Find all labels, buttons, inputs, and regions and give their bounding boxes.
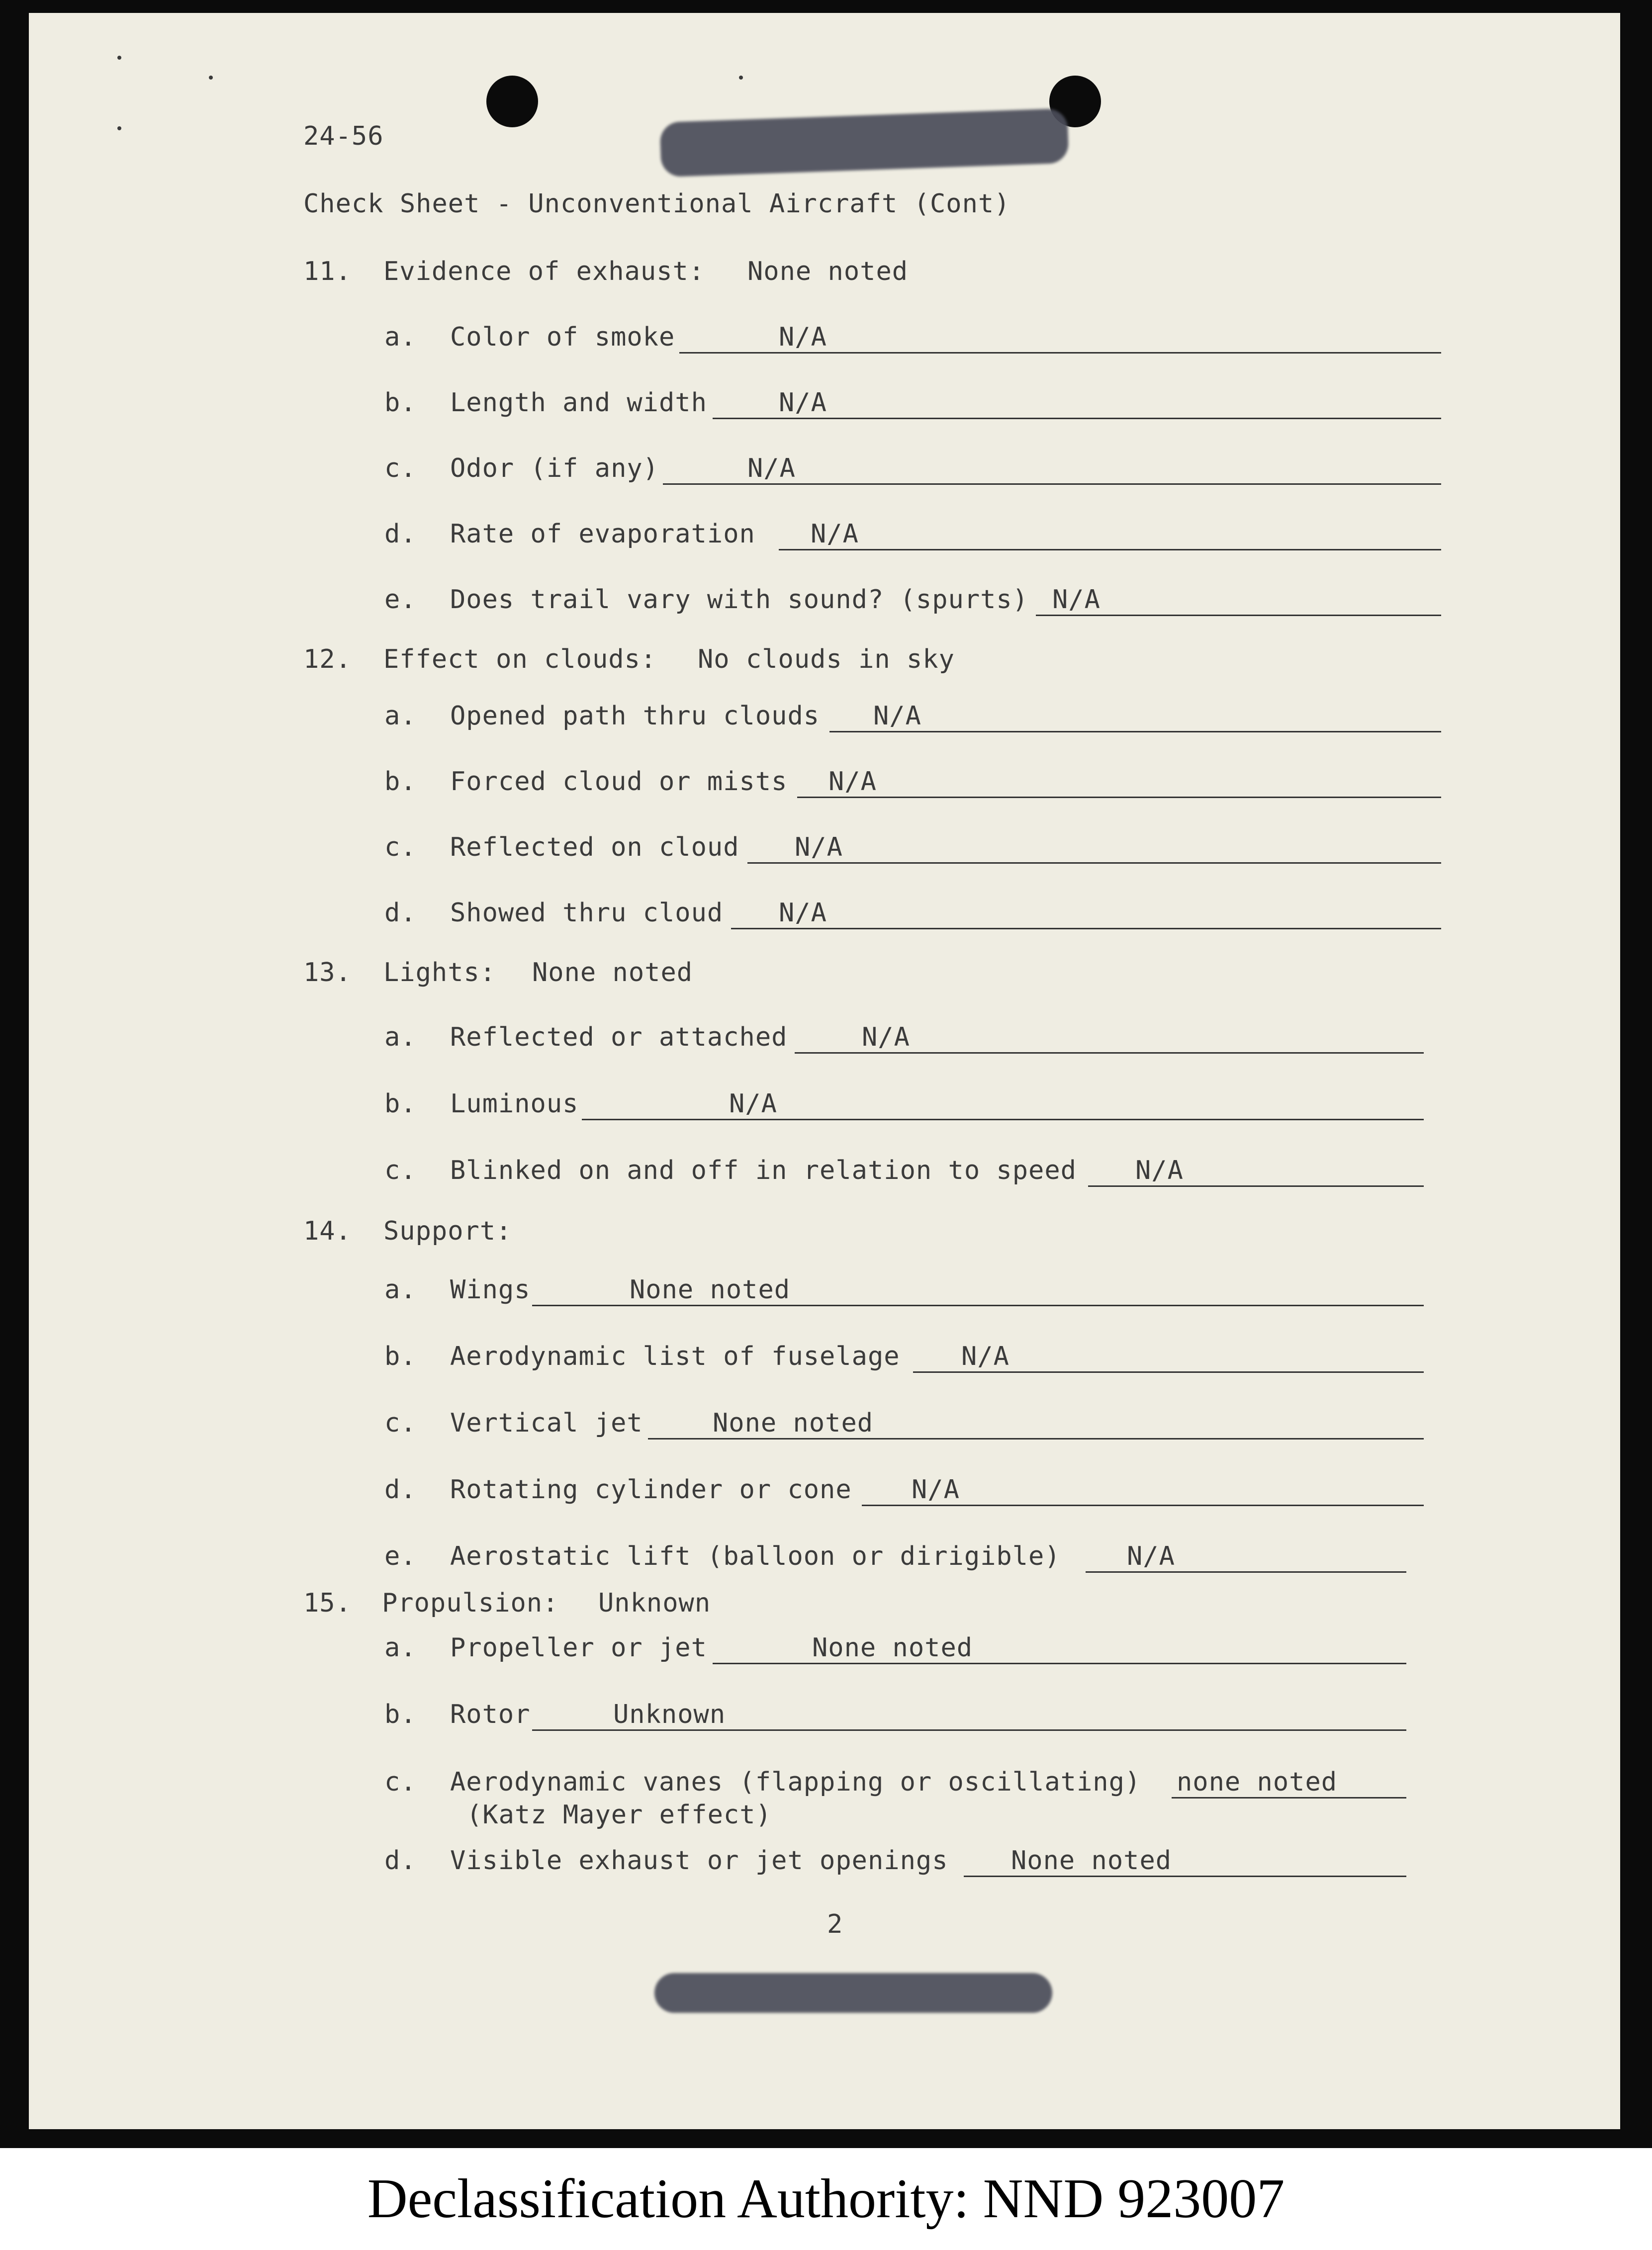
section-12-label: Effect on clouds: xyxy=(383,644,657,674)
page-number: 2 xyxy=(827,1909,843,1939)
item-14c-label: Vertical jet xyxy=(450,1408,643,1438)
item-11b-line xyxy=(713,418,1441,419)
speck xyxy=(117,126,121,130)
item-14a-value: None noted xyxy=(630,1275,791,1305)
item-11c-letter: c. xyxy=(384,453,417,483)
item-13b-label: Luminous xyxy=(450,1089,579,1119)
item-15c-letter: c. xyxy=(384,1767,417,1797)
item-15d-letter: d. xyxy=(384,1846,417,1876)
item-11d-letter: d. xyxy=(384,519,417,549)
item-15c-note: (Katz Mayer effect) xyxy=(466,1800,772,1830)
section-11-label: Evidence of exhaust: xyxy=(383,257,705,286)
item-14b-letter: b. xyxy=(384,1342,417,1371)
item-14a-line xyxy=(532,1305,1424,1306)
item-12a-label: Opened path thru clouds xyxy=(450,701,820,731)
item-14b-label: Aerodynamic list of fuselage xyxy=(450,1342,900,1371)
document-page xyxy=(29,13,1620,2129)
item-14d-label: Rotating cylinder or cone xyxy=(450,1475,852,1505)
item-13c-label: Blinked on and off in relation to speed xyxy=(450,1156,1077,1185)
section-13-value: None noted xyxy=(532,958,693,988)
section-15-value: Unknown xyxy=(598,1588,711,1618)
section-14-number: 14. xyxy=(303,1216,352,1246)
item-12d-label: Showed thru cloud xyxy=(450,898,724,928)
item-14a-label: Wings xyxy=(450,1275,531,1305)
item-14c-value: None noted xyxy=(713,1408,874,1438)
item-11e-letter: e. xyxy=(384,585,417,615)
item-15d-label: Visible exhaust or jet openings xyxy=(450,1846,948,1876)
item-13c-value: N/A xyxy=(1135,1156,1184,1185)
item-12d-line xyxy=(731,928,1441,929)
section-12-value: No clouds in sky xyxy=(698,644,955,674)
section-12-number: 12. xyxy=(303,644,352,674)
speck xyxy=(209,76,213,80)
item-11a-value: N/A xyxy=(779,322,827,352)
item-15c-label: Aerodynamic vanes (flapping or oscillating) xyxy=(450,1767,1141,1797)
section-15-label: Propulsion: xyxy=(382,1588,559,1618)
item-12b-letter: b. xyxy=(384,767,417,797)
item-11d-line xyxy=(779,549,1441,550)
section-11-number: 11. xyxy=(303,257,352,286)
speck xyxy=(739,76,743,80)
document-number: 24-56 xyxy=(303,121,384,151)
item-12b-value: N/A xyxy=(828,767,877,797)
item-14d-letter: d. xyxy=(384,1475,417,1505)
item-13a-letter: a. xyxy=(384,1022,417,1052)
item-15b-label: Rotor xyxy=(450,1700,531,1729)
item-15a-letter: a. xyxy=(384,1633,417,1663)
item-15a-line xyxy=(713,1663,1406,1664)
item-14e-value: N/A xyxy=(1127,1541,1175,1571)
item-13c-line xyxy=(1088,1185,1424,1187)
item-15d-value: None noted xyxy=(1011,1846,1172,1876)
item-11a-line xyxy=(679,352,1441,354)
item-11a-letter: a. xyxy=(384,322,417,352)
item-13a-value: N/A xyxy=(862,1022,910,1052)
item-11c-label: Odor (if any) xyxy=(450,453,659,483)
item-12c-value: N/A xyxy=(795,832,843,862)
item-15c-line xyxy=(1172,1797,1406,1799)
speck xyxy=(117,56,121,60)
item-15a-label: Propeller or jet xyxy=(450,1633,707,1663)
section-15-number: 15. xyxy=(303,1588,352,1618)
item-12d-value: N/A xyxy=(779,898,827,928)
section-13-label: Lights: xyxy=(383,958,496,988)
item-14e-label: Aerostatic lift (balloon or dirigible) xyxy=(450,1541,1061,1571)
declassification-footer: Declassification Authority: NND 923007 xyxy=(367,2168,1285,2230)
item-15c-value: none noted xyxy=(1177,1767,1338,1797)
item-13b-letter: b. xyxy=(384,1089,417,1119)
item-12d-letter: d. xyxy=(384,898,417,928)
item-12a-value: N/A xyxy=(873,701,921,731)
item-11e-value: N/A xyxy=(1052,585,1101,615)
item-11c-value: N/A xyxy=(747,453,796,483)
item-13b-value: N/A xyxy=(729,1089,777,1119)
item-14e-line xyxy=(1086,1571,1406,1573)
item-14a-letter: a. xyxy=(384,1275,417,1305)
item-11d-value: N/A xyxy=(811,519,859,549)
section-13-number: 13. xyxy=(303,958,352,988)
section-14-label: Support: xyxy=(383,1216,512,1246)
item-13a-line xyxy=(795,1052,1424,1054)
section-11-value: None noted xyxy=(747,257,909,286)
item-11d-label: Rate of evaporation xyxy=(450,519,755,549)
item-14c-line xyxy=(648,1438,1424,1440)
item-14b-line xyxy=(913,1371,1424,1373)
item-11b-label: Length and width xyxy=(450,388,707,418)
item-11a-label: Color of smoke xyxy=(450,322,675,352)
item-11c-line xyxy=(663,483,1441,485)
item-12b-line xyxy=(797,797,1441,798)
item-13a-label: Reflected or attached xyxy=(450,1022,788,1052)
item-14c-letter: c. xyxy=(384,1408,417,1438)
item-14e-letter: e. xyxy=(384,1541,417,1571)
item-11b-letter: b. xyxy=(384,388,417,418)
item-15b-value: Unknown xyxy=(613,1700,726,1729)
item-11e-label: Does trail vary with sound? (spurts) xyxy=(450,585,1029,615)
item-12a-line xyxy=(829,731,1441,732)
item-14d-value: N/A xyxy=(912,1475,960,1505)
item-12c-letter: c. xyxy=(384,832,417,862)
item-14b-value: N/A xyxy=(961,1342,1010,1371)
punch-hole-left xyxy=(486,76,538,127)
redaction-mark-bottom xyxy=(654,1973,1052,2013)
redaction-mark-top xyxy=(659,108,1069,178)
item-12a-letter: a. xyxy=(384,701,417,731)
item-15a-value: None noted xyxy=(812,1633,973,1663)
item-14d-line xyxy=(862,1505,1424,1506)
item-15b-line xyxy=(532,1729,1406,1731)
item-15d-line xyxy=(964,1876,1406,1877)
item-11b-value: N/A xyxy=(779,388,827,418)
item-12b-label: Forced cloud or mists xyxy=(450,767,788,797)
item-12c-label: Reflected on cloud xyxy=(450,832,739,862)
item-13c-letter: c. xyxy=(384,1156,417,1185)
item-15b-letter: b. xyxy=(384,1700,417,1729)
item-12c-line xyxy=(747,862,1441,864)
item-11e-line xyxy=(1036,615,1441,616)
document-heading: Check Sheet - Unconventional Aircraft (Cont) xyxy=(303,189,1010,219)
item-13b-line xyxy=(582,1119,1424,1120)
